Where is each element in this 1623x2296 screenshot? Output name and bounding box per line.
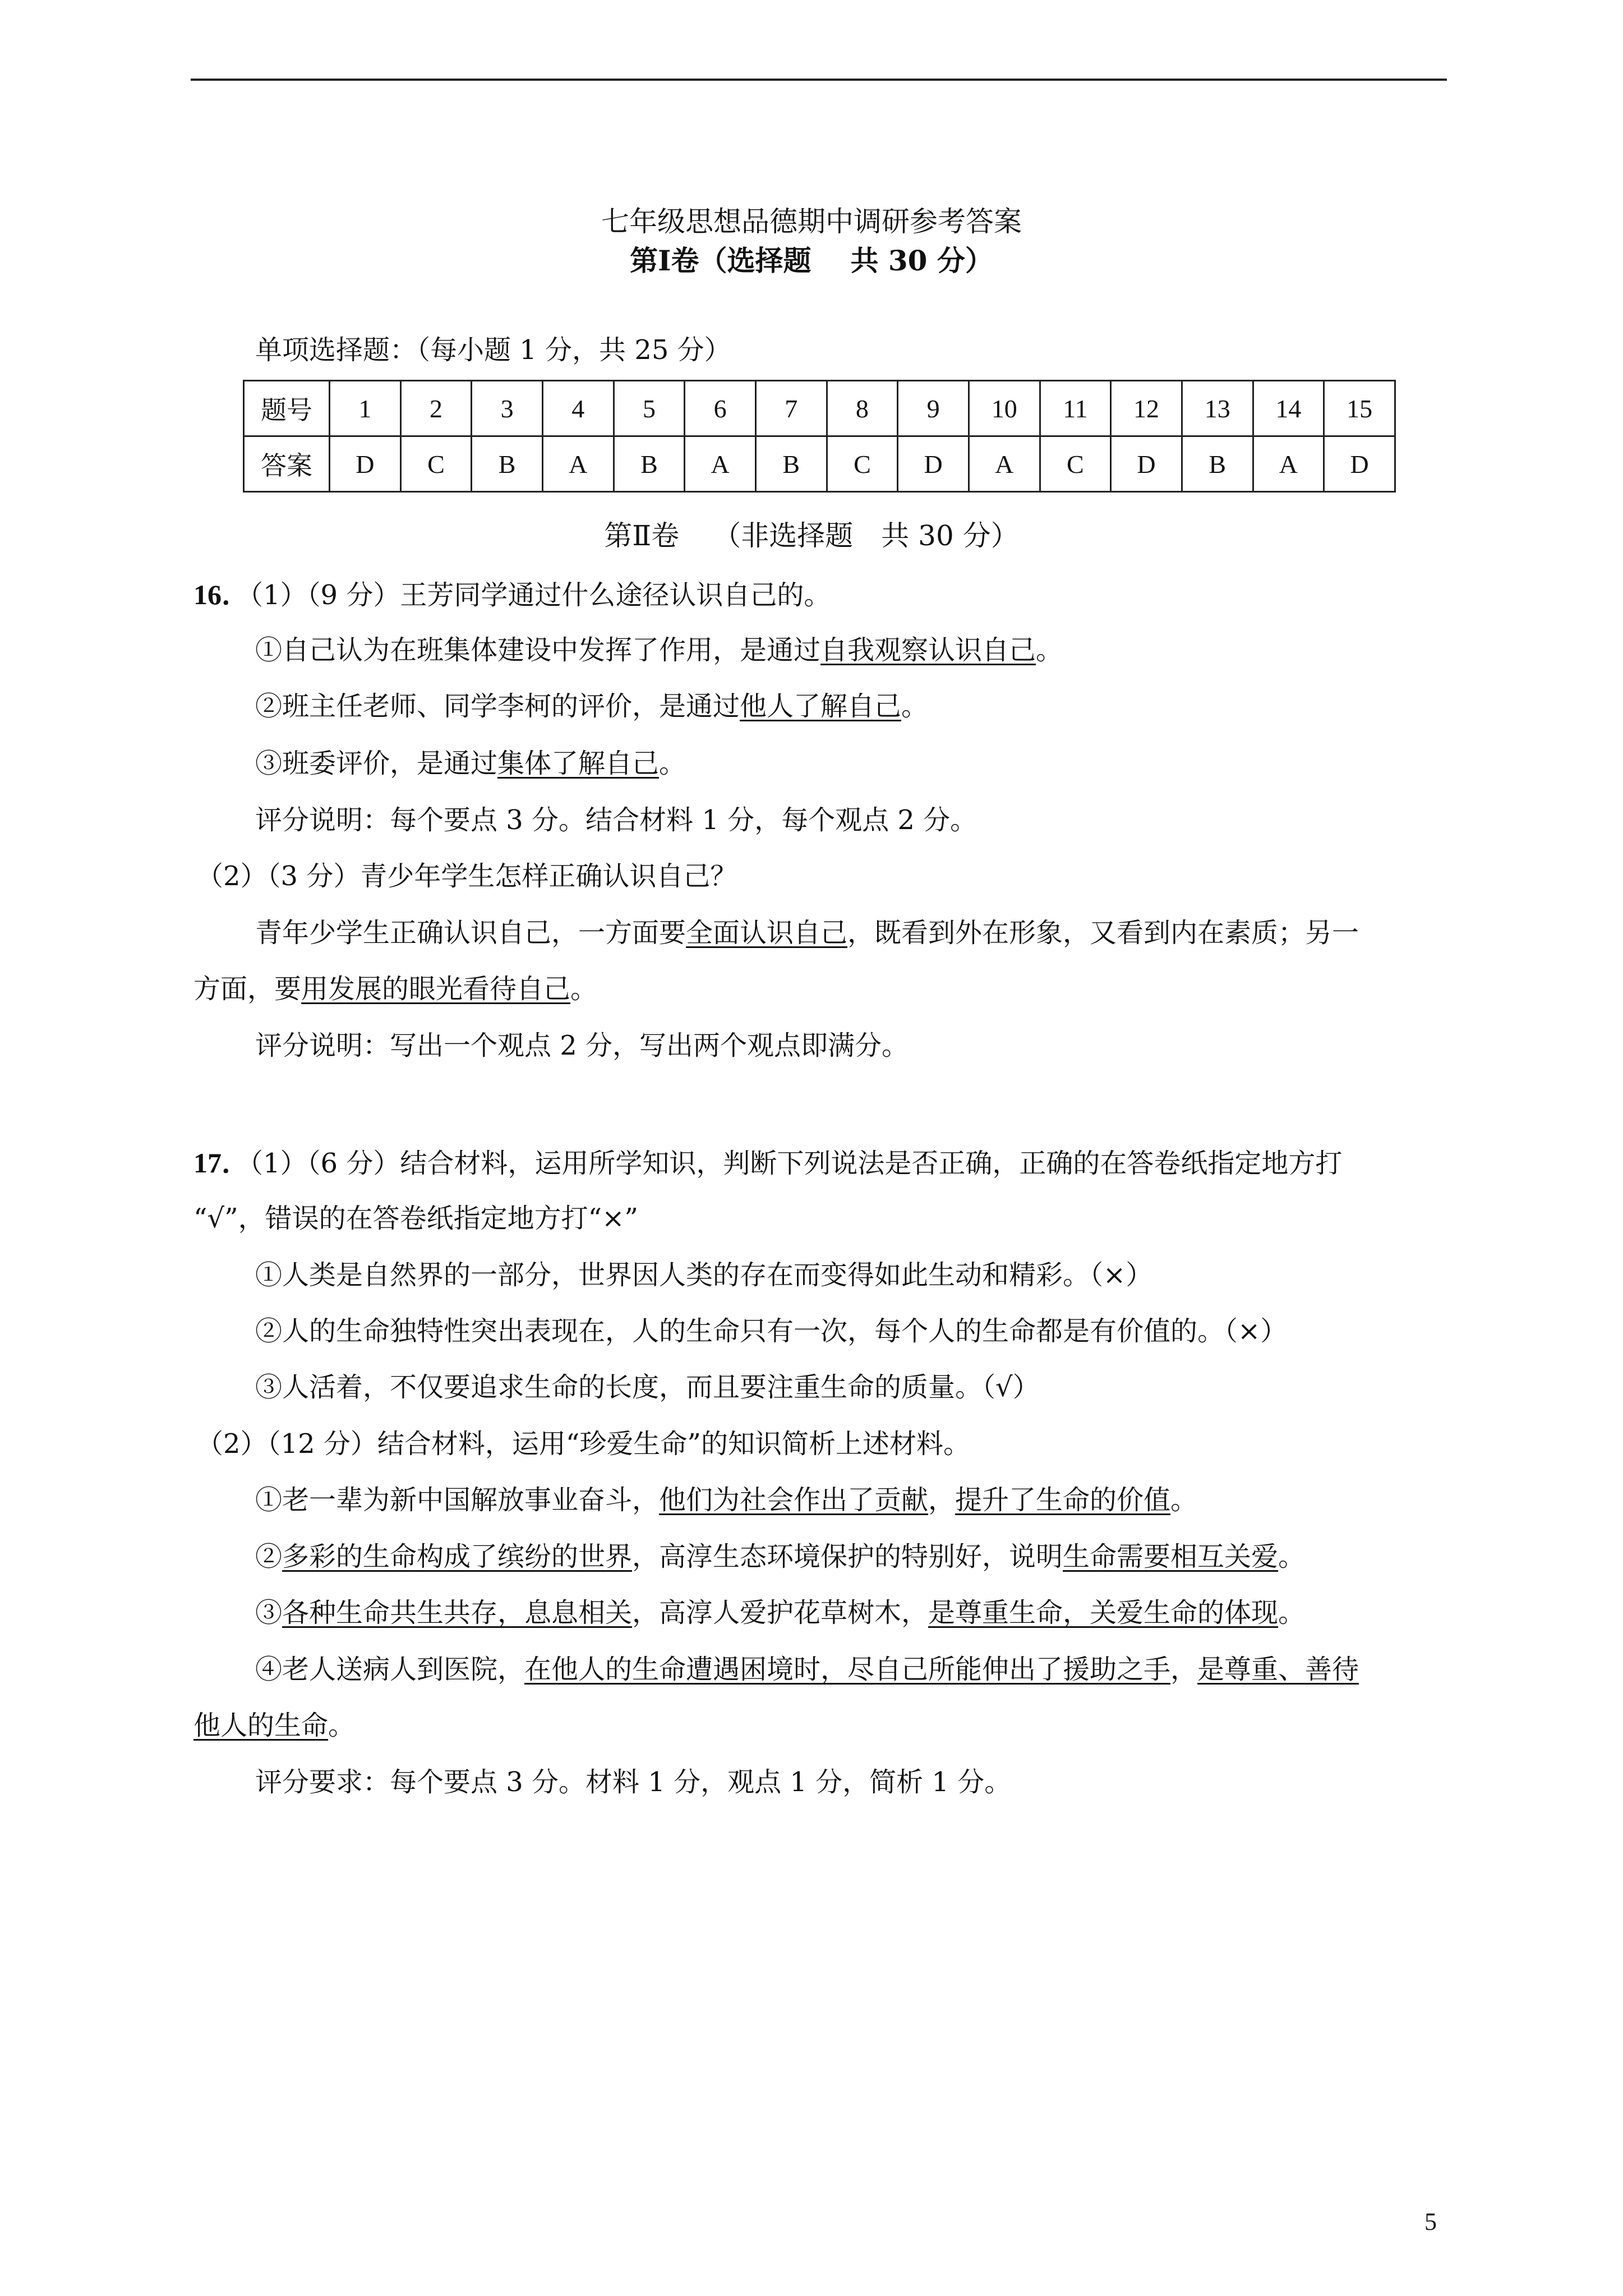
- text: 。: [328, 1710, 356, 1741]
- table-cell: C: [400, 436, 472, 492]
- text: ，: [928, 1484, 956, 1516]
- table-cell: 14: [1253, 381, 1324, 436]
- q16-p2-question: （2）（3 分）青少年学生怎样正确认识自己？: [196, 861, 737, 892]
- table-cell: 13: [1182, 381, 1253, 436]
- q16-number: 16．: [193, 579, 250, 610]
- table-cell: 8: [827, 381, 898, 436]
- part1-title: [0, 238, 1623, 279]
- text: ②: [255, 1541, 283, 1572]
- text: ③班委评价，是通过: [255, 748, 498, 779]
- text: 方面，要: [193, 973, 302, 1005]
- key-point: 提升了生命的价值: [955, 1484, 1171, 1516]
- q17-p2-item4-line2: [193, 1704, 355, 1742]
- header-rule: [191, 79, 1447, 81]
- table-cell: B: [472, 436, 543, 492]
- key-point: 自我观察认识自己: [820, 634, 1036, 666]
- q17-part1-question-line1: [193, 1140, 1342, 1181]
- text: 。: [659, 748, 686, 779]
- table-row-numbers: [244, 381, 1395, 436]
- text: 。: [1036, 634, 1063, 666]
- document-title: 七年级思想品德期中调研参考答案: [601, 205, 1022, 238]
- part1-title-a: 第Ⅰ卷（选择题: [630, 244, 811, 277]
- q17-p2-item4-line1: [255, 1648, 1359, 1686]
- key-point: 是尊重、善待: [1197, 1654, 1359, 1685]
- row-label-answer: 答案: [244, 436, 330, 492]
- key-point: 多彩的生命构成了缤纷的世界: [282, 1541, 633, 1572]
- table-cell: D: [1111, 436, 1182, 492]
- q16-p1-question-text: （1）（9 分）王芳同学通过什么途径认识自己的。: [250, 579, 831, 611]
- text: ④老人送病人到医院，: [255, 1654, 525, 1685]
- table-cell: 1: [330, 381, 401, 436]
- table-cell: D: [330, 436, 401, 492]
- q16-p1-item3: [255, 742, 686, 780]
- text: ，高淳生态环境保护的特别好，说明: [632, 1541, 1063, 1572]
- table-cell: B: [614, 436, 685, 492]
- text: 青年少学生正确认识自己，一方面要: [255, 917, 686, 949]
- part1-title-b: 共 30 分）: [850, 244, 993, 277]
- text: 。: [1278, 1541, 1306, 1572]
- table-cell: 11: [1040, 381, 1111, 436]
- text: 。: [901, 691, 929, 722]
- table-cell: D: [1324, 436, 1395, 492]
- key-point: 全面认识自己: [686, 917, 848, 949]
- key-point: 是尊重生命，关爱生命的体现: [928, 1597, 1279, 1628]
- part2-title-b: （非选择题 共 30 分）: [713, 519, 1019, 552]
- key-point: 他们为社会作出了贡献: [659, 1484, 929, 1516]
- q17-p1-item1: ①人类是自然界的一部分，世界因人类的存在而变得如此生动和精彩。（×）: [255, 1259, 1153, 1291]
- q17-p2-question: （2）（12 分）结合材料，运用“珍爱生命”的知识简析上述材料。: [196, 1428, 970, 1460]
- q17-p2-scoring: 评分要求：每个要点 3 分。材料 1 分，观点 1 分，简析 1 分。: [255, 1766, 1012, 1798]
- q17-part1-question-line2: “√”，错误的在答卷纸指定地方打“×”: [193, 1203, 638, 1234]
- key-point: 用发展的眼光看待自己: [301, 973, 571, 1005]
- table-cell: 4: [542, 381, 614, 436]
- q16-p2-scoring: 评分说明：写出一个观点 2 分，写出两个观点即满分。: [255, 1030, 909, 1061]
- text: 。: [570, 973, 598, 1005]
- q16-p1-item1: [255, 628, 1063, 667]
- q17-number: 17．: [193, 1147, 250, 1179]
- table-cell: 2: [400, 381, 472, 436]
- table-cell: 5: [614, 381, 685, 436]
- table-cell: A: [1253, 436, 1324, 492]
- text: 。: [1278, 1597, 1306, 1628]
- text: ②班主任老师、同学李柯的评价，是通过: [255, 691, 740, 722]
- q17-p1-question-text: （1）（6 分）结合材料，运用所学知识，判断下列说法是否正确，正确的在答卷纸指定地方打: [250, 1148, 1343, 1179]
- q17-p1-item2: ②人的生命独特性突出表现在，人的生命只有一次，每个人的生命都是有价值的。（×）: [255, 1315, 1288, 1347]
- part2-title-a: 第Ⅱ卷: [604, 519, 680, 552]
- table-cell: 15: [1324, 381, 1395, 436]
- q17-p1-item3: ③人活着，不仅要追求生命的长度，而且要注重生命的质量。（√）: [255, 1372, 1040, 1403]
- text: ①自己认为在班集体建设中发挥了作用，是通过: [255, 634, 821, 666]
- q16-p2-answer-line1: [255, 911, 1359, 950]
- table-cell: 12: [1111, 381, 1182, 436]
- table-cell: A: [969, 436, 1040, 492]
- key-point: 各种生命共生共存，息息相关: [282, 1597, 633, 1628]
- table-cell: 7: [755, 381, 827, 436]
- table-cell: 9: [898, 381, 969, 436]
- table-cell: 10: [969, 381, 1040, 436]
- table-row-answers: [244, 436, 1395, 492]
- row-label-number: 题号: [244, 381, 330, 436]
- q17-p2-item1: [255, 1478, 1197, 1517]
- table-cell: C: [1040, 436, 1111, 492]
- q17-p2-item2: [255, 1535, 1305, 1573]
- answer-table: [243, 380, 1396, 493]
- table-cell: B: [1182, 436, 1253, 492]
- text: ③: [255, 1597, 283, 1628]
- q16-part1-question: [193, 572, 831, 613]
- table-cell: 6: [685, 381, 756, 436]
- table-cell: A: [542, 436, 614, 492]
- page-number: 5: [1424, 2208, 1437, 2235]
- q16-p2-answer-line2: [193, 967, 597, 1006]
- table-cell: C: [827, 436, 898, 492]
- text: ①老一辈为新中国解放事业奋斗，: [255, 1484, 660, 1516]
- key-point: 他人了解自己: [740, 691, 902, 722]
- text: ，高淳人爱护花草树木，: [632, 1597, 929, 1628]
- key-point: 他人的生命: [193, 1710, 329, 1741]
- text: ，: [1170, 1654, 1198, 1685]
- table-cell: 3: [472, 381, 543, 436]
- table-cell: A: [685, 436, 756, 492]
- key-point: 在他人的生命遭遇困境时，尽自己所能伸出了援助之手: [524, 1654, 1171, 1685]
- table-cell: D: [898, 436, 969, 492]
- key-point: 生命需要相互关爱: [1063, 1541, 1279, 1572]
- key-point: 集体了解自己: [497, 748, 660, 779]
- part2-title: [0, 513, 1623, 554]
- q16-p1-item2: [255, 684, 928, 723]
- single-choice-heading: 单项选择题：（每小题 1 分，共 25 分）: [255, 334, 731, 366]
- text: 。: [1170, 1484, 1198, 1516]
- text: ，既看到外在形象，又看到内在素质；另一: [847, 917, 1359, 949]
- q17-p2-item3: [255, 1591, 1305, 1630]
- table-cell: B: [755, 436, 827, 492]
- q16-p1-scoring: 评分说明：每个要点 3 分。结合材料 1 分，每个观点 2 分。: [255, 804, 978, 836]
